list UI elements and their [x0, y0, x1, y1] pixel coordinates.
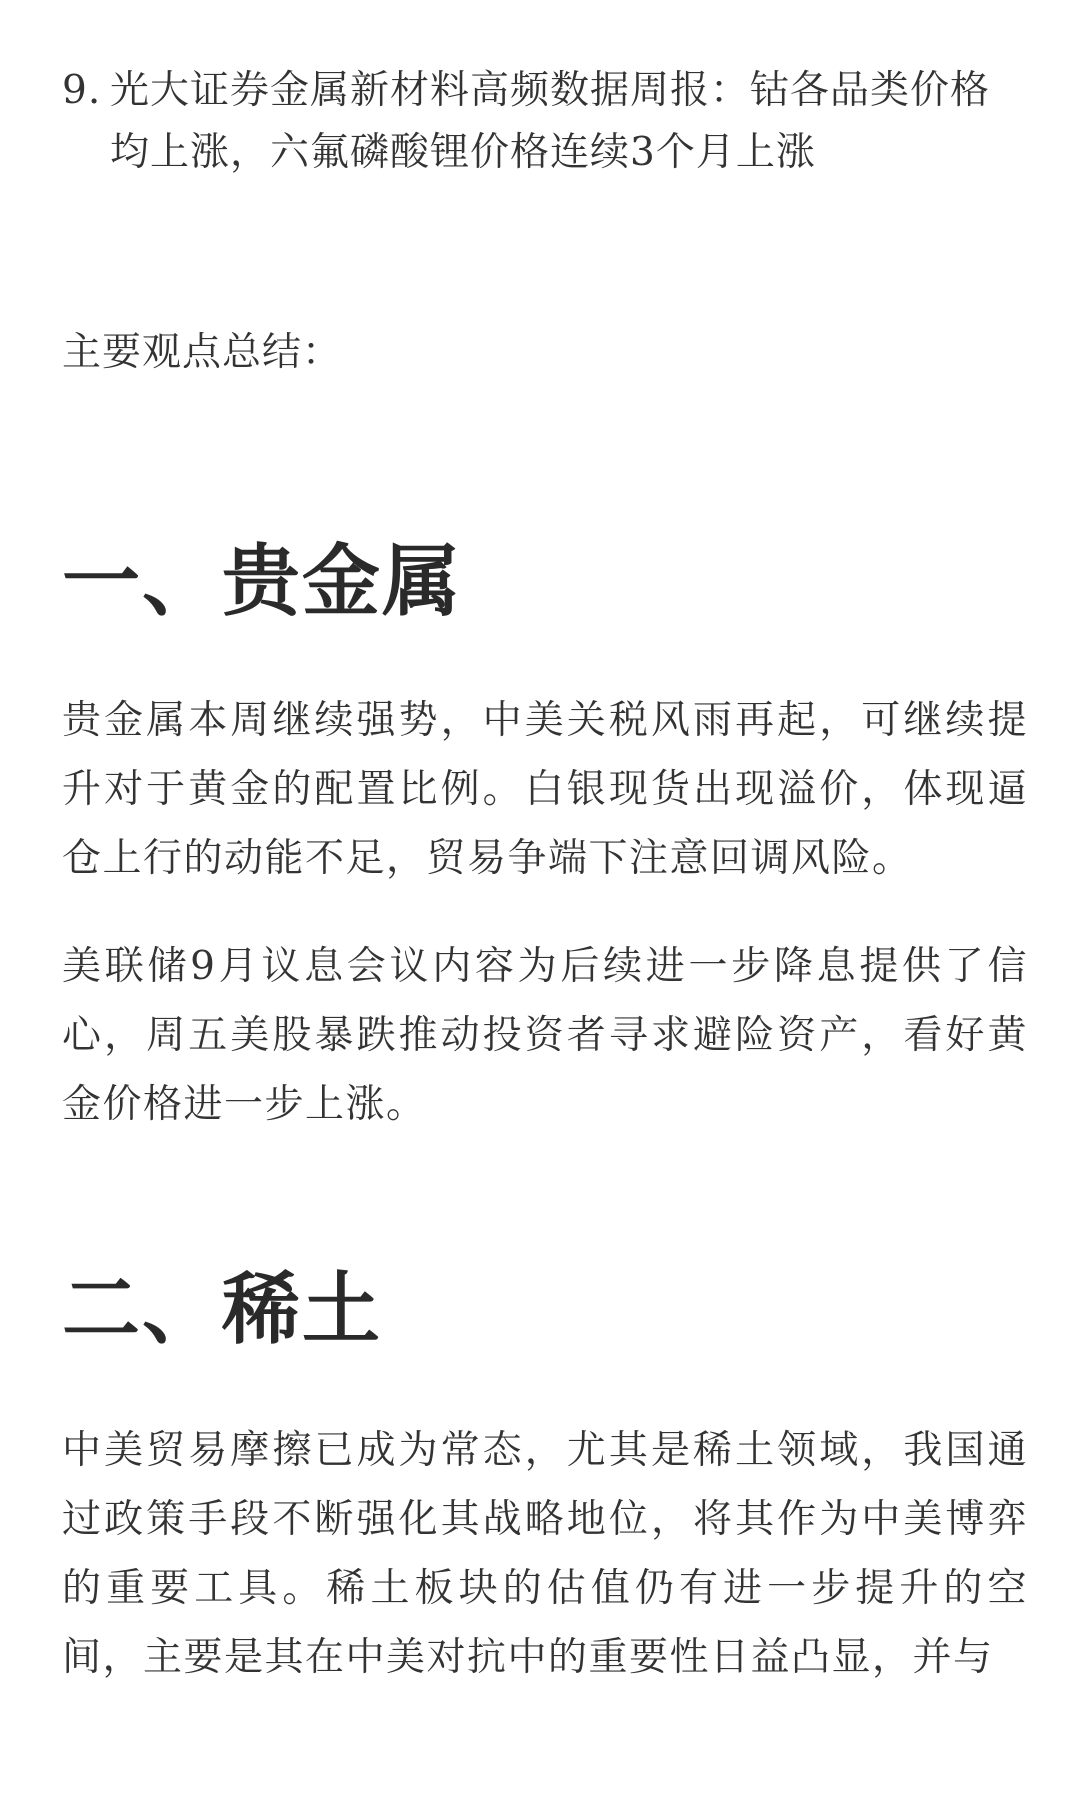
list-item-number: 9.	[62, 68, 102, 113]
section-title-precious-metals: 一、贵金属	[62, 536, 463, 627]
article-body	[62, 60, 1028, 1680]
list-item[interactable]	[62, 60, 1028, 184]
list-item-title: 光大证券金属新材料高频数据周报：钴各品类价格均上涨，六氟磷酸锂价格连续3个月上涨	[110, 68, 991, 175]
precious-metals-paragraph-1: 贵金属本周继续强势，中美关税风雨再起，可继续提升对于黄金的配置比例。白银现货出现溢价，体现逼仓上行的动能不足，贸易争端下注意回调风险。	[62, 698, 1028, 881]
rare-earth-paragraph-1: 中美贸易摩擦已成为常态，尤其是稀土领域，我国通过政策手段不断强化其战略地位，将其作为中美博弈的重要工具。稀土板块的估值仍有进一步提升的空间，主要是其在中美对抗中的重要性日益凸显，并与	[62, 1428, 1028, 1680]
summary-label: 主要观点总结：	[62, 330, 343, 375]
section-title-rare-earth: 二、稀土	[62, 1264, 383, 1355]
precious-metals-paragraph-2: 美联储9月议息会议内容为后续进一步降息提供了信心，周五美股暴跌推动投资者寻求避险资产，看好黄金价格进一步上涨。	[62, 944, 1028, 1127]
